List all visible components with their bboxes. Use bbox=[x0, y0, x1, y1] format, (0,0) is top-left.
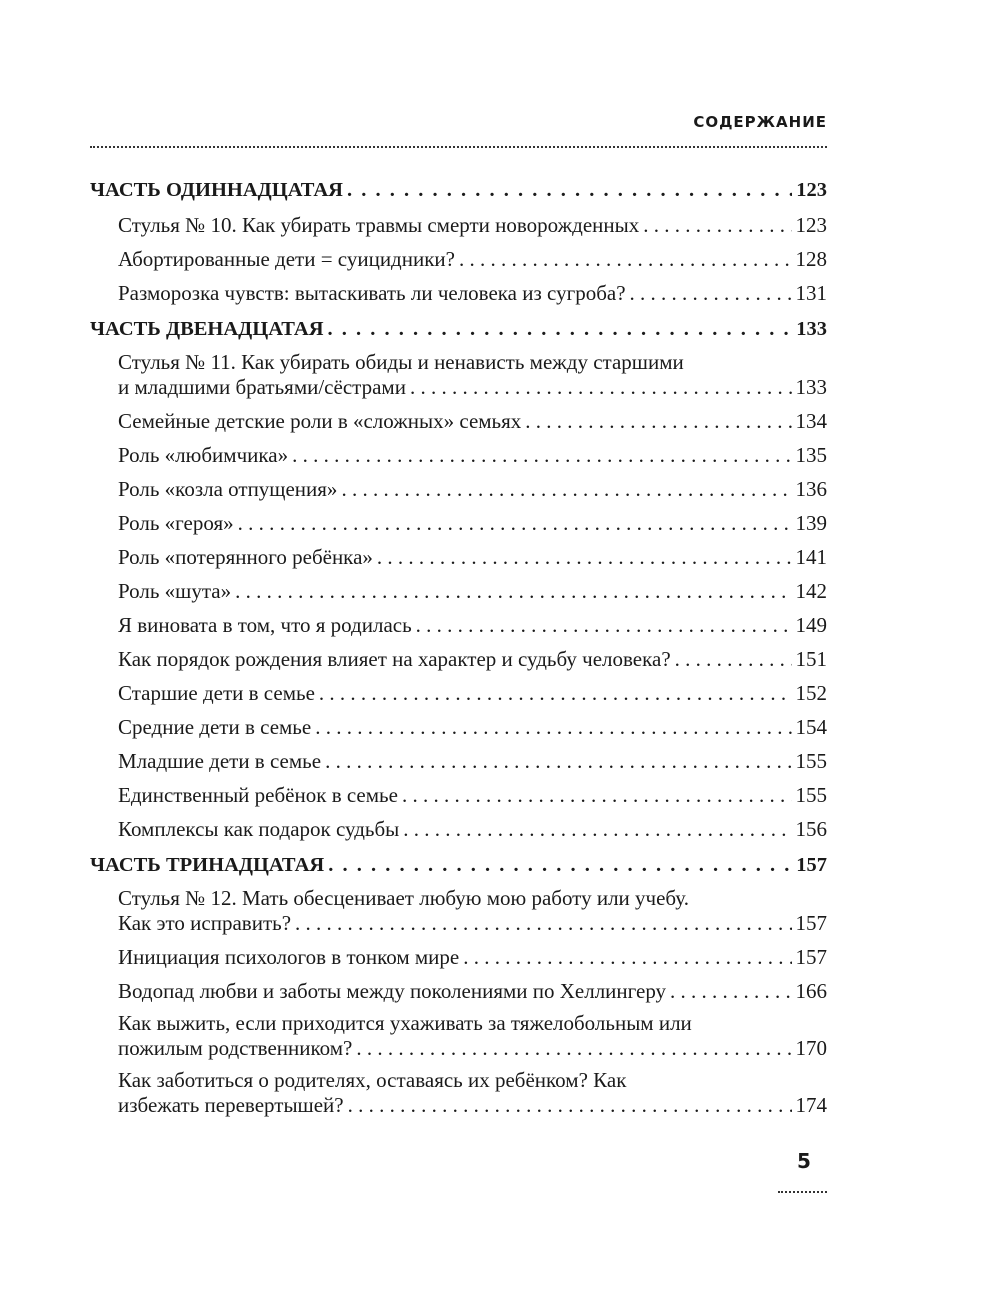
toc-page-number: 166 bbox=[795, 979, 827, 1003]
toc-entry-title: Абортированные дети = суицидники? bbox=[118, 247, 455, 271]
toc-page-number: 128 bbox=[795, 247, 827, 271]
toc-entry-title-line: и младшими братьями/сёстрами bbox=[118, 375, 406, 399]
toc-entry-title: Роль «героя» bbox=[118, 511, 234, 535]
dot-leader bbox=[670, 979, 791, 1004]
dot-leader bbox=[416, 613, 792, 638]
toc-entry-title: Старшие дети в семье bbox=[118, 681, 315, 705]
toc-entry bbox=[90, 511, 827, 536]
toc-entry-title: Роль «козла отпущения» bbox=[118, 477, 338, 501]
toc-entry bbox=[90, 247, 827, 272]
toc-entry-title: Инициация психологов в тонком мире bbox=[118, 945, 460, 969]
toc-entry-title: Единственный ребёнок в семье bbox=[118, 783, 398, 807]
toc-entry bbox=[90, 783, 827, 808]
dot-leader bbox=[403, 817, 791, 842]
toc-entry-title-line: Как это исправить? bbox=[118, 911, 292, 935]
toc-entry-title: Семейные детские роли в «сложных» семьях bbox=[118, 409, 522, 433]
toc-page-number: 134 bbox=[795, 409, 827, 433]
toc-page-number: 157 bbox=[795, 911, 827, 935]
toc-entry-title-line: Как выжить, если приходится ухаживать за тяжелобольным или bbox=[118, 1011, 692, 1035]
toc-page-number: 151 bbox=[795, 647, 827, 671]
toc-page-number: 141 bbox=[795, 545, 827, 569]
toc-entry bbox=[90, 749, 827, 774]
toc-page-number: 152 bbox=[795, 681, 827, 705]
toc-part-heading bbox=[90, 176, 827, 204]
toc-page-number: 155 bbox=[795, 783, 827, 807]
running-header: СОДЕРЖАНИЕ bbox=[693, 113, 827, 131]
toc-entry-title-line: избежать перевертышей? bbox=[118, 1093, 344, 1117]
toc-entry bbox=[90, 443, 827, 468]
dot-leader bbox=[325, 749, 791, 774]
dot-leader bbox=[328, 851, 792, 879]
toc-entry-title-line: пожилым родственником? bbox=[118, 1036, 353, 1060]
toc-entry bbox=[90, 681, 827, 706]
toc-entry-title: Средние дети в семье bbox=[118, 715, 312, 739]
toc-entry bbox=[90, 281, 827, 306]
toc-part-heading bbox=[90, 851, 827, 879]
toc-entry bbox=[90, 613, 827, 638]
dot-leader bbox=[315, 715, 791, 740]
dot-leader bbox=[347, 176, 792, 204]
toc-entry bbox=[90, 979, 827, 1004]
page-number: 5 bbox=[797, 1149, 811, 1173]
dot-leader bbox=[319, 681, 792, 706]
toc-page-number: 154 bbox=[795, 715, 827, 739]
toc-entry-title: Комплексы как подарок судьбы bbox=[118, 817, 400, 841]
table-of-contents bbox=[90, 176, 827, 1118]
toc-page-number: 174 bbox=[795, 1093, 827, 1117]
toc-entry bbox=[90, 409, 827, 434]
toc-entry bbox=[90, 213, 827, 238]
dot-leader bbox=[295, 911, 791, 936]
toc-page-number: 123 bbox=[796, 179, 827, 201]
dot-leader bbox=[459, 247, 792, 272]
dot-leader bbox=[377, 545, 792, 570]
toc-page-number: 157 bbox=[796, 854, 827, 876]
toc-part-heading bbox=[90, 315, 827, 343]
toc-page-number: 149 bbox=[795, 613, 827, 637]
toc-page-number: 133 bbox=[796, 318, 827, 340]
toc-page-number: 136 bbox=[795, 477, 827, 501]
dot-leader bbox=[643, 213, 791, 238]
toc-entry-title-line: Как заботиться о родителях, оставаясь их ребёнком? Как bbox=[118, 1068, 627, 1092]
dot-leader bbox=[348, 1093, 792, 1118]
toc-entry-title-line: Стулья № 12. Мать обесценивает любую мою работу или учебу. bbox=[118, 886, 689, 910]
dot-leader bbox=[410, 375, 792, 400]
dot-leader bbox=[292, 443, 791, 468]
toc-part-title: ЧАСТЬ ОДИННАДЦАТАЯ bbox=[90, 179, 343, 201]
dot-leader bbox=[341, 477, 791, 502]
dot-leader bbox=[238, 511, 792, 536]
toc-entry bbox=[90, 477, 827, 502]
toc-entry-title: Роль «шута» bbox=[118, 579, 232, 603]
toc-entry bbox=[90, 545, 827, 570]
toc-entry bbox=[90, 817, 827, 842]
dot-leader bbox=[630, 281, 792, 306]
toc-page-number: 155 bbox=[795, 749, 827, 773]
toc-entry bbox=[90, 715, 827, 740]
toc-entry-title: Разморозка чувств: вытаскивать ли человека из сугроба? bbox=[118, 281, 626, 305]
header-divider bbox=[90, 146, 827, 148]
toc-entry bbox=[90, 1068, 827, 1118]
toc-entry bbox=[90, 1011, 827, 1061]
toc-entry-title: Стулья № 10. Как убирать травмы смерти новорожденных bbox=[118, 213, 640, 237]
dot-leader bbox=[328, 315, 793, 343]
toc-entry bbox=[90, 886, 827, 936]
toc-entry-title-line: Стулья № 11. Как убирать обиды и ненависть между старшими bbox=[118, 350, 684, 374]
toc-entry-title: Роль «потерянного ребёнка» bbox=[118, 545, 373, 569]
toc-entry-title: Младшие дети в семье bbox=[118, 749, 322, 773]
toc-part-title: ЧАСТЬ ТРИНАДЦАТАЯ bbox=[90, 854, 325, 876]
toc-entry bbox=[90, 350, 827, 400]
toc-entry bbox=[90, 647, 827, 672]
toc-page-number: 142 bbox=[795, 579, 827, 603]
toc-page-number: 123 bbox=[795, 213, 827, 237]
toc-page-number: 170 bbox=[795, 1036, 827, 1060]
toc-entry bbox=[90, 945, 827, 970]
toc-entry-title: Водопад любви и заботы между поколениями по Хеллингеру bbox=[118, 979, 667, 1003]
dot-leader bbox=[525, 409, 791, 434]
footer-divider bbox=[778, 1191, 827, 1193]
toc-entry-title: Я виновата в том, что я родилась bbox=[118, 613, 412, 637]
toc-page-number: 156 bbox=[795, 817, 827, 841]
toc-entry bbox=[90, 579, 827, 604]
toc-page-number: 133 bbox=[795, 375, 827, 399]
toc-page-number: 157 bbox=[795, 945, 827, 969]
dot-leader bbox=[402, 783, 792, 808]
dot-leader bbox=[235, 579, 791, 604]
dot-leader bbox=[356, 1036, 791, 1061]
toc-entry-title: Как порядок рождения влияет на характер и судьбу человека? bbox=[118, 647, 671, 671]
toc-entry-title: Роль «любимчика» bbox=[118, 443, 289, 467]
toc-page-number: 131 bbox=[795, 281, 827, 305]
toc-page-number: 135 bbox=[795, 443, 827, 467]
toc-page-number: 139 bbox=[795, 511, 827, 535]
dot-leader bbox=[463, 945, 791, 970]
dot-leader bbox=[675, 647, 792, 672]
toc-part-title: ЧАСТЬ ДВЕНАДЦАТАЯ bbox=[90, 318, 324, 340]
